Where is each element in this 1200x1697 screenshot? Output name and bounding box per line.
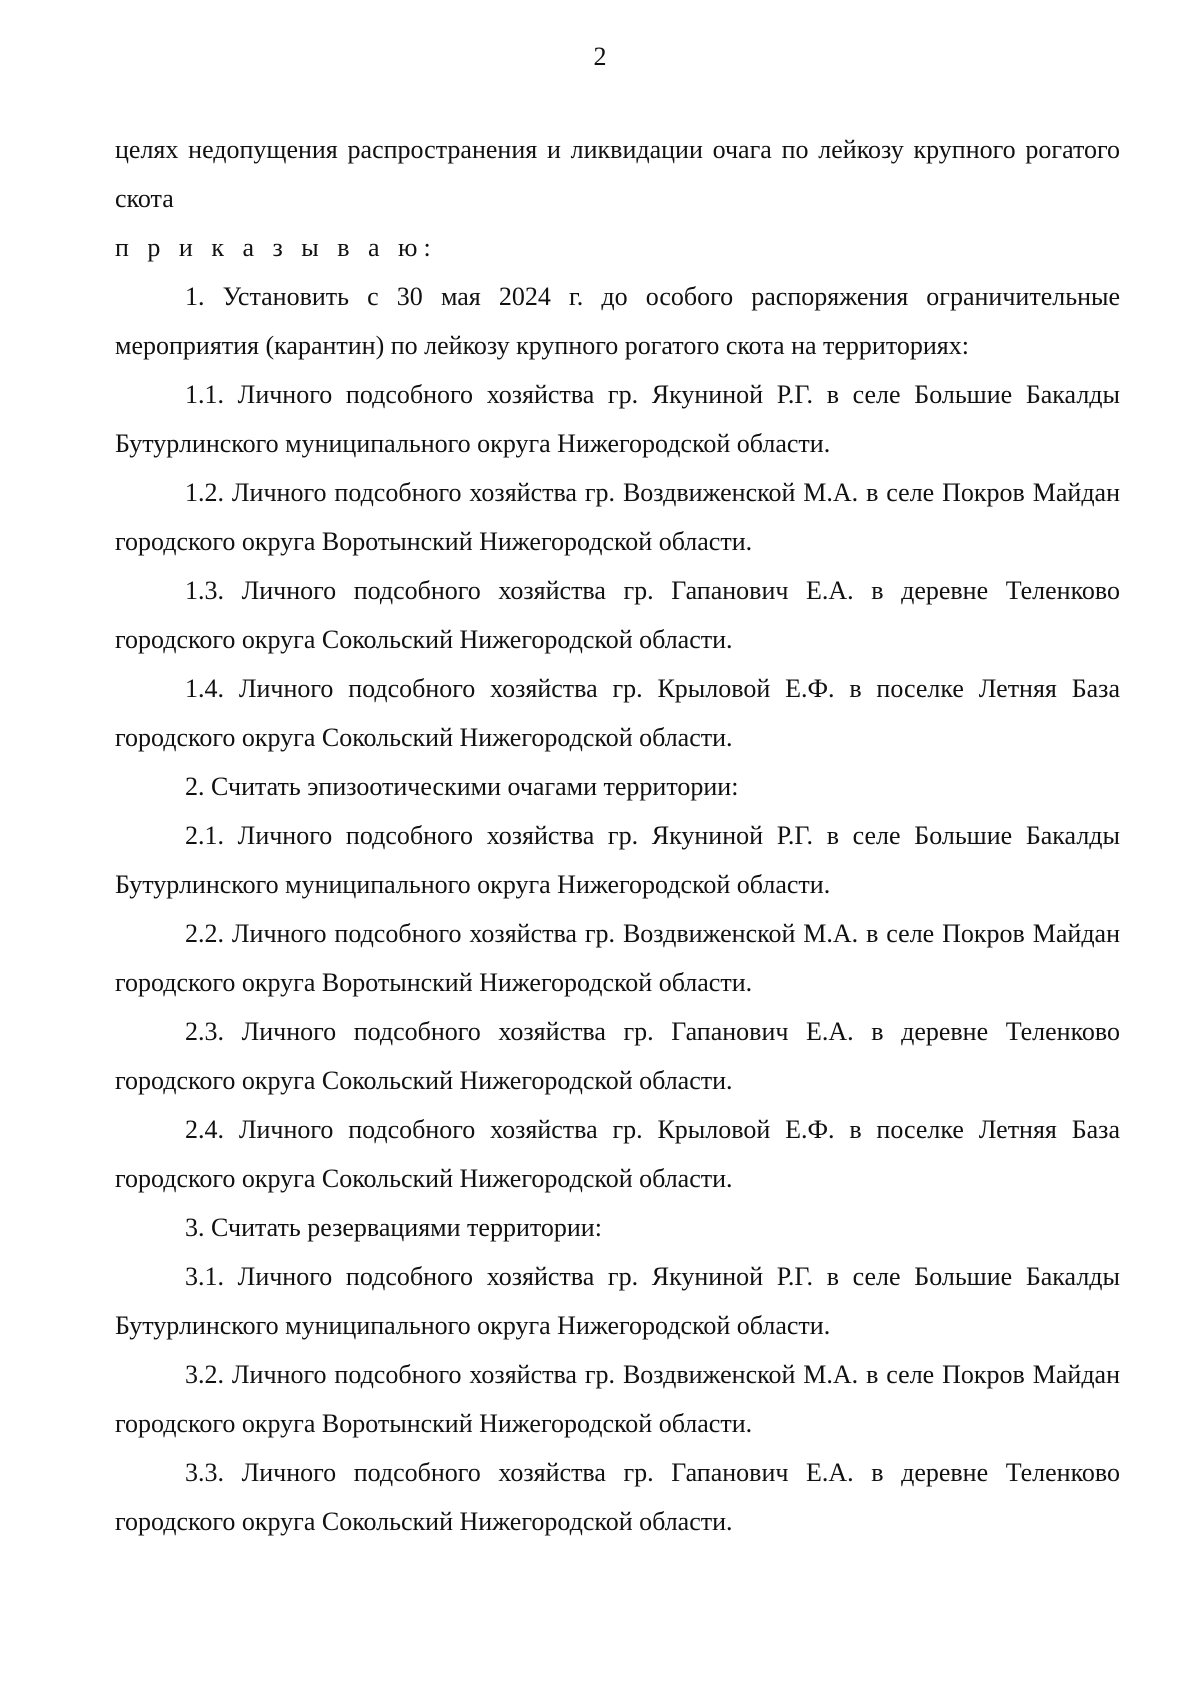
- paragraph-1-4: 1.4. Личного подсобного хозяйства гр. Крыловой Е.Ф. в поселке Летняя База городского округа Сокольский Нижегородской области.: [115, 674, 1120, 752]
- paragraph-2-4: 2.4. Личного подсобного хозяйства гр. Крыловой Е.Ф. в поселке Летняя База городского округа Сокольский Нижегородской области.: [115, 1115, 1120, 1193]
- paragraph-1-1: 1.1. Личного подсобного хозяйства гр. Якуниной Р.Г. в селе Большие Бакалды Бутурлинского муниципального округа Нижегородской области.: [115, 380, 1120, 458]
- paragraph-2: 2. Считать эпизоотическими очагами территории:: [185, 772, 739, 801]
- paragraph-1-3: 1.3. Личного подсобного хозяйства гр. Гапанович Е.А. в деревне Теленково городского округа Сокольский Нижегородской области.: [115, 576, 1120, 654]
- paragraph-2-3: 2.3. Личного подсобного хозяйства гр. Гапанович Е.А. в деревне Теленково городского округа Сокольский Нижегородской области.: [115, 1017, 1120, 1095]
- document-body: [115, 125, 1120, 1546]
- paragraph-2-1: 2.1. Личного подсобного хозяйства гр. Якуниной Р.Г. в селе Большие Бакалды Бутурлинского муниципального округа Нижегородской области.: [115, 821, 1120, 899]
- paragraph-3-3: 3.3. Личного подсобного хозяйства гр. Гапанович Е.А. в деревне Теленково городского округа Сокольский Нижегородской области.: [115, 1458, 1120, 1536]
- paragraph-1: 1. Установить с 30 мая 2024 г. до особого распоряжения ограничительные мероприятия (карантин) по лейкозу крупного рогатого скота на территориях:: [115, 282, 1120, 360]
- order-word: п р и к а з ы в а ю:: [115, 233, 437, 262]
- paragraph-2-2: 2.2. Личного подсобного хозяйства гр. Воздвиженской М.А. в селе Покров Майдан городского округа Воротынский Нижегородской области.: [115, 919, 1120, 997]
- paragraph-1-2: 1.2. Личного подсобного хозяйства гр. Воздвиженской М.А. в селе Покров Майдан городского округа Воротынский Нижегородской области.: [115, 478, 1120, 556]
- intro-paragraph: целях недопущения распространения и ликвидации очага по лейкозу крупного рогатого скота: [115, 135, 1120, 213]
- paragraph-3-1: 3.1. Личного подсобного хозяйства гр. Якуниной Р.Г. в селе Большие Бакалды Бутурлинского муниципального округа Нижегородской области.: [115, 1262, 1120, 1340]
- paragraph-3: 3. Считать резервациями территории:: [185, 1213, 602, 1242]
- page-number: 2: [593, 42, 607, 71]
- paragraph-3-2: 3.2. Личного подсобного хозяйства гр. Воздвиженской М.А. в селе Покров Майдан городского округа Воротынский Нижегородской области.: [115, 1360, 1120, 1438]
